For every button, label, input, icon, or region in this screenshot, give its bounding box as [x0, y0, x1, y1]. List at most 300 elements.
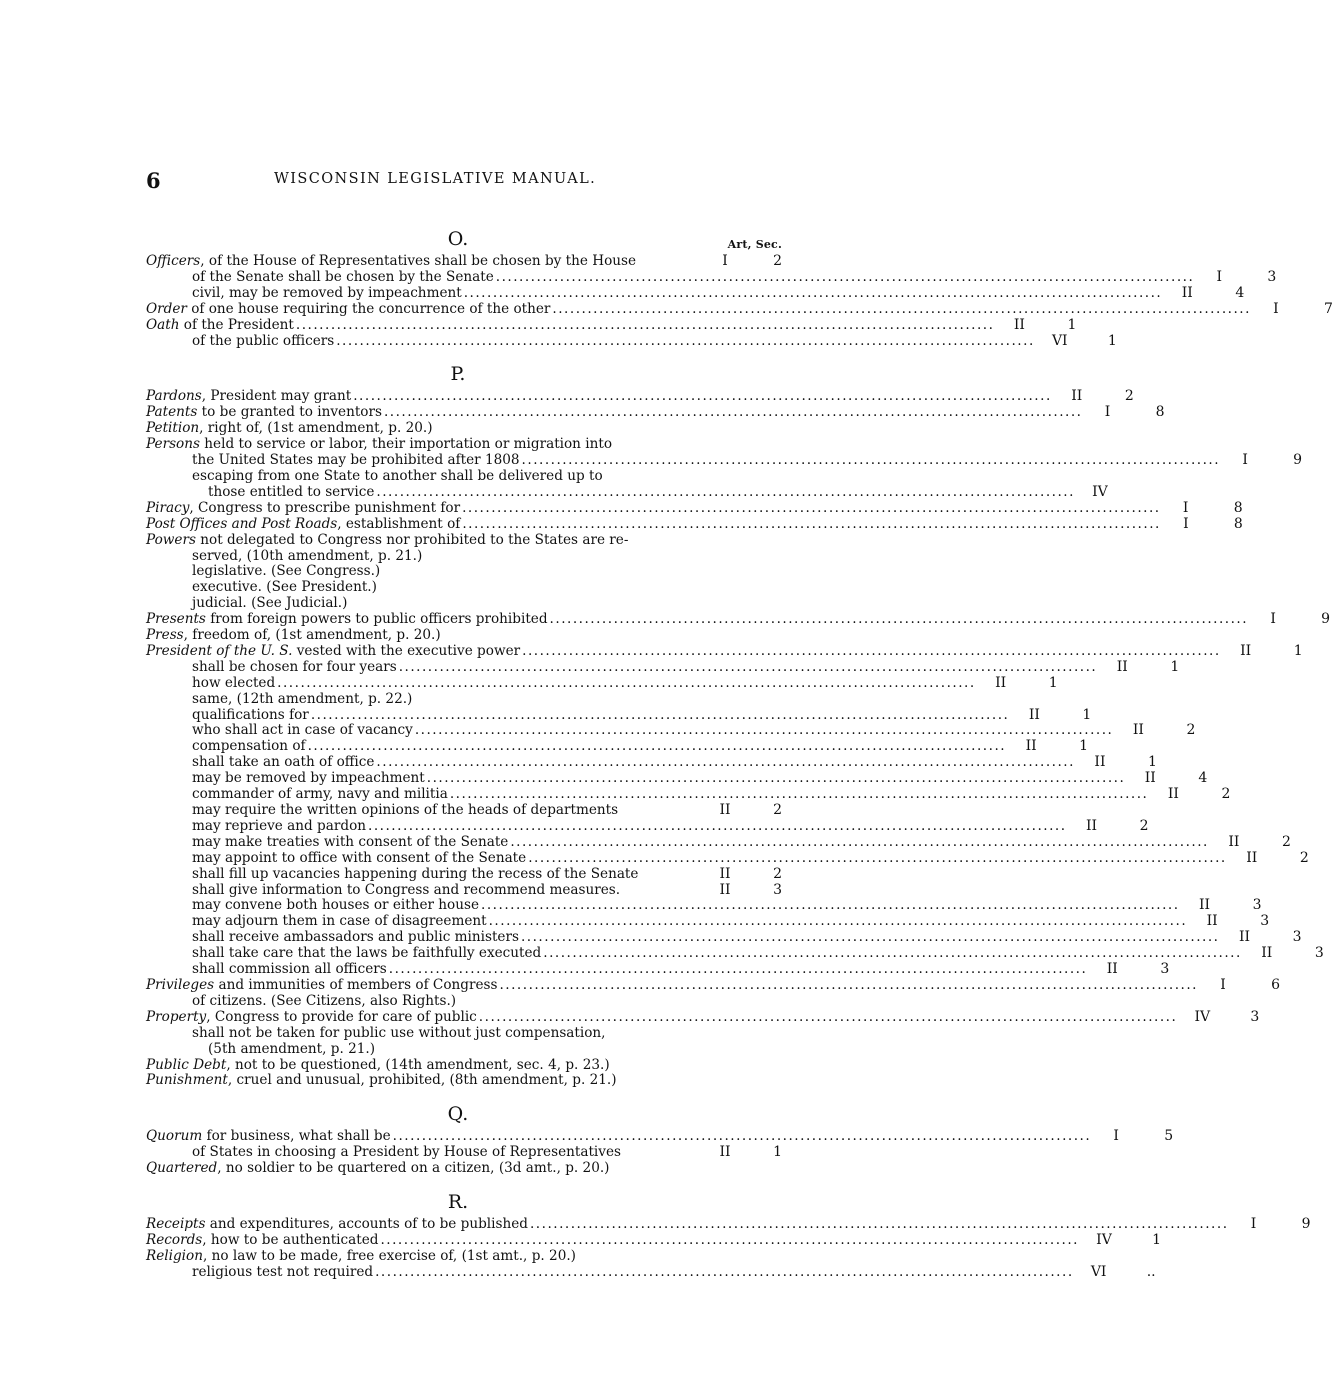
entry-text	[192, 692, 702, 708]
entry-description: escaping from one State to another shall be delivered up to	[192, 467, 603, 484]
dot-leader: ........................................................................................................................	[522, 642, 1221, 659]
section-heading-row	[146, 1103, 786, 1129]
entry-description: compensation of	[192, 738, 306, 755]
index-entry	[146, 316, 1077, 334]
section-letter: R.	[447, 1191, 469, 1214]
entry-keyword: Piracy	[146, 499, 190, 516]
dot-leader: ........................................................................................................................	[462, 515, 1161, 532]
section-ref: 3	[1267, 268, 1277, 285]
entry-text	[192, 1026, 702, 1042]
entry-description: same, (12th amendment, p. 22.)	[192, 690, 413, 707]
index-entry	[146, 786, 1231, 803]
index-entry	[146, 1058, 786, 1074]
entry-keyword: Religion	[146, 1247, 203, 1264]
section-ref: 1	[1152, 1231, 1161, 1248]
article-ref: II	[719, 865, 731, 882]
entry-text	[146, 1010, 477, 1026]
section-ref: 1	[1048, 674, 1058, 691]
dot-leader: ........................................................................................................................	[368, 817, 1067, 834]
article-ref: II	[1028, 706, 1040, 723]
entry-keyword: Order	[146, 300, 187, 317]
entry-text	[146, 254, 702, 270]
dot-leader: ........................................................................................................................	[510, 833, 1209, 850]
index-entry	[146, 867, 786, 883]
entry-description: and immunities of members of Congress	[214, 976, 498, 993]
entry-text	[192, 660, 397, 676]
entry-description: legislative. (See Congress.)	[192, 563, 381, 580]
section-letter: O.	[447, 228, 469, 250]
entry-keyword: Oath	[146, 316, 180, 333]
entry-description: , how to be authenticated	[202, 1231, 379, 1248]
entry-description: and expenditures, accounts of to be published	[205, 1216, 528, 1233]
entry-text	[146, 1073, 702, 1089]
index-entry	[146, 754, 1157, 771]
article-ref: II	[1086, 817, 1098, 834]
article-ref: II	[1116, 658, 1128, 675]
entry-text	[146, 1249, 702, 1265]
index-entry	[146, 1216, 1311, 1233]
dot-leader: ........................................................................................................................	[488, 913, 1188, 930]
section-ref: 7	[1324, 300, 1333, 317]
entry-keyword: Punishment	[146, 1072, 228, 1089]
section-ref: 3	[1292, 929, 1302, 946]
section-ref: 8	[1155, 404, 1165, 421]
dot-leader: ........................................................................................................................	[495, 268, 1195, 285]
index-entry	[146, 1231, 1161, 1249]
article-ref: IV	[1096, 1231, 1112, 1248]
entry-text	[146, 978, 497, 994]
entry-keyword: Quartered	[146, 1160, 218, 1177]
article-ref: VI	[1090, 1263, 1107, 1280]
section-ref: 1	[1107, 332, 1117, 349]
dot-leader: ........................................................................................................................	[375, 1263, 1074, 1280]
section-ref: 2	[773, 802, 782, 818]
entry-description: those entitled to service	[208, 483, 375, 500]
entry-description: held to service or labor, their importation or migration into	[199, 436, 613, 453]
section-ref: 3	[1260, 913, 1270, 930]
section-ref: 2	[1221, 786, 1231, 803]
section-ref: 3	[1252, 897, 1262, 914]
index-entry	[146, 1161, 786, 1177]
entry-text	[208, 485, 374, 501]
entry-description: not delegated to Congress nor prohibited to the States are re-	[195, 531, 629, 548]
entry-text	[192, 723, 413, 739]
section-ref: 3	[1160, 961, 1170, 978]
article-ref: II	[1199, 897, 1211, 914]
dot-leader: ........................................................................................................................	[277, 674, 976, 691]
entry-keyword: Quorum	[146, 1128, 203, 1145]
entry-text	[192, 946, 541, 962]
index-entry	[146, 961, 1170, 978]
entry-text	[146, 612, 548, 628]
article-ref: II	[1238, 929, 1251, 946]
dot-leader: ........................................................................................................................	[388, 961, 1088, 978]
index-entry	[146, 564, 786, 580]
index-entry	[146, 913, 1270, 930]
article-ref: I	[1220, 976, 1226, 993]
entry-text	[192, 564, 702, 580]
dot-leader: ........................................................................................................................	[392, 1128, 1092, 1145]
dot-leader: ........................................................................................................................	[449, 786, 1149, 803]
section-ref: 2	[1281, 833, 1291, 850]
entry-text	[192, 469, 702, 485]
entry-description: qualifications for	[192, 706, 309, 723]
section-letter: P.	[450, 363, 466, 386]
article-ref: I	[1183, 515, 1189, 532]
index-entry	[146, 254, 786, 270]
article-ref: II	[1025, 738, 1037, 755]
entry-description: of the Senate shall be chosen by the Senate	[192, 268, 494, 285]
dot-leader: ........................................................................................................................	[414, 722, 1114, 739]
entry-description: to be granted to inventors	[197, 404, 382, 421]
index-entry	[146, 883, 786, 899]
entry-description: for business, what shall be	[202, 1128, 391, 1145]
entry-keyword: Petition	[146, 420, 200, 437]
entry-text	[192, 453, 520, 469]
entry-keyword: Public Debt	[146, 1056, 227, 1073]
entry-description: (5th amendment, p. 21.)	[208, 1040, 376, 1057]
entry-description: shall receive ambassadors and public ministers	[192, 929, 519, 946]
entry-keyword: Privileges	[146, 976, 215, 993]
article-ref: II	[1013, 316, 1025, 333]
entry-keyword: Receipts	[146, 1216, 206, 1233]
index-entry	[146, 421, 786, 437]
entry-keyword: Presents	[146, 611, 206, 628]
entry-description: the United States may be prohibited after 1808	[192, 452, 520, 469]
dot-leader: ........................................................................................................................	[307, 738, 1007, 755]
article-ref: IV	[1092, 483, 1108, 500]
entry-description: , not to be questioned, (14th amendment, sec. 4, p. 23.)	[226, 1056, 610, 1073]
index-entry	[146, 483, 1108, 501]
section-ref: 3	[1314, 945, 1324, 962]
index-entry	[146, 332, 1117, 350]
dot-leader: ........................................................................................................................	[383, 404, 1083, 421]
index-entry	[146, 833, 1291, 851]
entry-keyword: Press	[146, 627, 184, 644]
dot-leader: ........................................................................................................................	[376, 754, 1075, 771]
dot-leader: ........................................................................................................................	[529, 1216, 1229, 1233]
entry-keyword: President of the U. S.	[146, 642, 293, 659]
entry-text	[146, 1129, 391, 1145]
dot-leader: ........................................................................................................................	[478, 1008, 1178, 1025]
entry-description: of citizens. (See Citizens, also Rights.)	[192, 992, 457, 1009]
entry-text	[192, 787, 448, 803]
entry-description: , establishment of	[337, 515, 461, 532]
index-entry	[146, 1026, 786, 1042]
index-entry	[146, 1073, 786, 1089]
index-entry	[146, 658, 1180, 676]
article-ref: I	[1273, 300, 1279, 317]
entry-text	[146, 318, 294, 334]
section-ref: 4	[1235, 284, 1245, 301]
entry-text	[146, 421, 702, 437]
index-entry	[146, 706, 1092, 724]
entry-description: served, (10th amendment, p. 21.)	[192, 547, 423, 564]
article-ref: I	[722, 253, 728, 269]
entry-text	[192, 286, 462, 302]
entry-description: , President may grant	[201, 388, 352, 405]
entry-text	[146, 644, 520, 660]
dot-leader: ........................................................................................................................	[552, 300, 1251, 317]
entry-text	[192, 994, 702, 1010]
article-ref: II	[1167, 786, 1179, 803]
article-ref: II	[719, 881, 731, 898]
dot-leader: ........................................................................................................................	[426, 770, 1126, 787]
index-entry	[146, 469, 786, 485]
dot-leader: ........................................................................................................................	[310, 706, 1010, 723]
article-ref: I	[1250, 1216, 1257, 1233]
entry-text	[192, 898, 479, 914]
dot-leader: ........................................................................................................................	[521, 452, 1221, 469]
entry-description: shall be chosen for four years	[192, 658, 397, 675]
entry-description: , Congress to provide for care of public	[206, 1008, 477, 1025]
entry-keyword: Property	[146, 1008, 207, 1025]
index-entry	[146, 994, 786, 1010]
index-entry	[146, 549, 786, 565]
entry-text	[192, 755, 374, 771]
dot-leader: ........................................................................................................................	[398, 658, 1098, 675]
entry-description: , freedom of, (1st amendment, p. 20.)	[183, 627, 441, 644]
entry-description: shall take care that the laws be faithfully executed	[192, 945, 542, 962]
entry-description: shall fill up vacancies happening during the recess of the Senate	[192, 865, 639, 882]
index-entry	[146, 596, 786, 612]
entry-description: of the President	[179, 316, 294, 333]
article-ref: II	[1071, 388, 1083, 405]
section-heading-row	[146, 363, 786, 389]
entry-text	[192, 580, 702, 596]
index-entry	[146, 945, 1324, 962]
index-entry	[146, 611, 1331, 628]
index-entry	[146, 897, 1262, 914]
entry-description: , no law to be made, free exercise of, (1st amt., p. 20.)	[202, 1247, 576, 1264]
section-heading-row	[146, 1191, 786, 1217]
article-ref: II	[1094, 754, 1106, 771]
dot-leader: ........................................................................................................................	[463, 284, 1163, 301]
article-ref: II	[719, 1144, 731, 1161]
index-entry	[146, 674, 1058, 692]
entry-keyword: Records	[146, 1231, 203, 1248]
entry-description: religious test not required	[192, 1263, 374, 1280]
entry-description: of one house requiring the concurrence of the other	[186, 300, 551, 317]
index-entry	[146, 515, 1243, 533]
entry-description: civil, may be removed by impeachment	[192, 284, 462, 301]
index-entry	[146, 388, 1134, 405]
index-entry	[146, 692, 786, 708]
entry-text	[146, 1233, 378, 1249]
entry-description: , of the House of Representatives shall be chosen by the House	[200, 253, 637, 269]
entry-text	[192, 708, 309, 724]
entry-description: , Congress to prescribe punishment for	[189, 499, 461, 516]
entry-description: vested with the executive power	[292, 642, 521, 659]
section-ref: 1	[1067, 316, 1077, 333]
dot-leader: ........................................................................................................................	[295, 316, 995, 333]
article-ref: VI	[1051, 332, 1068, 349]
entry-text	[146, 628, 702, 644]
index-entry	[146, 1128, 1174, 1145]
index-entry	[146, 268, 1277, 286]
index-entry	[146, 533, 786, 549]
section-ref: 1	[1170, 658, 1180, 675]
entry-description: how elected	[192, 674, 276, 691]
page-number: 6	[146, 168, 161, 193]
dot-leader: ........................................................................................................................	[481, 897, 1180, 914]
section-ref: ..	[1146, 1263, 1156, 1280]
index-section	[146, 1103, 1174, 1177]
article-ref: II	[995, 674, 1007, 691]
index-entry	[146, 642, 1303, 660]
index-section	[146, 363, 1331, 1089]
index-content	[146, 228, 1333, 1281]
entry-text	[192, 739, 306, 755]
index-entry	[146, 1249, 786, 1265]
index-entry	[146, 404, 1165, 421]
entry-text	[192, 1145, 702, 1161]
article-ref: II	[1106, 961, 1118, 978]
entry-keyword: Pardons	[146, 388, 202, 405]
entry-description: , no soldier to be quartered on a citizen, (3d amt., p. 20.)	[217, 1160, 610, 1177]
section-ref: 2	[773, 253, 782, 269]
section-ref: 9	[1301, 1216, 1311, 1233]
entry-text	[192, 270, 494, 286]
index-section	[146, 228, 1333, 349]
section-ref: 2	[773, 865, 782, 882]
index-entry	[146, 628, 786, 644]
entry-description: may reprieve and pardon	[192, 817, 367, 834]
page-header	[146, 168, 796, 194]
entry-text	[146, 1161, 702, 1177]
article-ref: II	[1144, 770, 1156, 787]
section-ref: 3	[773, 881, 782, 898]
article-ref: II	[1228, 833, 1240, 850]
entry-text	[192, 549, 702, 565]
dot-leader: ........................................................................................................................	[336, 332, 1035, 349]
entry-text	[192, 1265, 373, 1281]
section-heading-row	[146, 228, 786, 254]
section-ref: 2	[1124, 388, 1134, 405]
section-letter: Q.	[447, 1103, 469, 1126]
index-entry	[146, 849, 1309, 867]
article-ref: II	[719, 802, 731, 818]
entry-text	[192, 835, 508, 851]
entry-text	[192, 851, 526, 867]
section-ref: 8	[1233, 499, 1243, 516]
section-ref: 1	[1082, 706, 1092, 723]
entry-text	[192, 803, 702, 819]
entry-description: may be removed by impeachment	[192, 770, 425, 787]
dot-leader: ........................................................................................................................	[376, 483, 1075, 500]
article-ref: I	[1216, 268, 1223, 285]
entry-description: , cruel and unusual, prohibited, (8th amendment, p. 21.)	[227, 1072, 617, 1089]
article-ref: I	[1182, 499, 1189, 516]
entry-text	[192, 676, 275, 692]
index-entry	[146, 437, 786, 453]
index-entry	[146, 300, 1333, 318]
entry-text	[146, 1058, 702, 1074]
entry-text	[146, 302, 550, 318]
section-ref: 1	[1079, 738, 1089, 755]
index-entry	[146, 738, 1089, 755]
entry-text	[192, 883, 702, 899]
section-ref: 1	[1148, 754, 1157, 771]
index-entry	[146, 499, 1243, 517]
index-entry	[146, 722, 1196, 739]
entry-description: of the public officers	[192, 332, 335, 349]
entry-description: of States in choosing a President by House of Representatives	[192, 1144, 621, 1161]
entry-description: may appoint to office with consent of the Senate	[192, 849, 527, 866]
article-ref: I	[1104, 404, 1111, 421]
entry-description: shall commission all officers	[192, 961, 387, 978]
index-section	[146, 1191, 1311, 1281]
section-ref: 1	[773, 1144, 782, 1161]
entry-text	[192, 596, 702, 612]
entry-description: may adjourn them in case of disagreement	[192, 913, 487, 930]
entry-text	[192, 930, 519, 946]
entry-text	[146, 437, 702, 453]
article-ref: IV	[1194, 1008, 1211, 1025]
entry-text	[146, 389, 351, 405]
section-ref: 2	[1139, 817, 1149, 834]
section-ref: 2	[1186, 722, 1196, 739]
entry-description: judicial. (See Judicial.)	[192, 595, 348, 612]
entry-description: may make treaties with consent of the Senate	[192, 833, 509, 850]
entry-description: from foreign powers to public officers prohibited	[205, 611, 548, 628]
index-entry	[146, 976, 1280, 994]
section-ref: 4	[1198, 770, 1208, 787]
section-ref: 3	[1250, 1008, 1260, 1025]
entry-keyword: Persons	[146, 436, 200, 453]
entry-text	[146, 517, 460, 533]
sec-column-header: Sec.	[755, 238, 782, 251]
entry-text	[192, 819, 366, 835]
index-entry	[146, 770, 1208, 787]
section-ref: 8	[1233, 515, 1243, 532]
entry-description: executive. (See President.)	[192, 579, 377, 596]
section-ref: 9	[1293, 452, 1303, 469]
entry-text	[146, 405, 382, 421]
entry-text	[192, 962, 387, 978]
entry-text	[192, 334, 334, 350]
entry-description: shall not be taken for public use without just compensation,	[192, 1024, 606, 1041]
entry-description: commander of army, navy and militia	[192, 786, 448, 803]
dot-leader: ........................................................................................................................	[462, 499, 1161, 516]
entry-description: may convene both houses or either house	[192, 897, 480, 914]
entry-description: may require the written opinions of the heads of departments	[192, 802, 619, 818]
section-ref: 6	[1271, 976, 1280, 993]
index-entry	[146, 1145, 786, 1161]
entry-keyword: Post Offices and Post Roads	[146, 515, 338, 532]
index-entry	[146, 580, 786, 596]
section-ref: 9	[1321, 611, 1331, 628]
index-entry	[146, 929, 1302, 946]
entry-text	[192, 771, 425, 787]
index-entry	[146, 1042, 786, 1058]
dot-leader: ........................................................................................................................	[499, 976, 1198, 993]
entry-text	[192, 914, 487, 930]
article-ref: I	[1242, 452, 1248, 469]
section-ref: 1	[1293, 642, 1303, 659]
entry-description: , right of, (1st amendment, p. 20.)	[199, 420, 433, 437]
entry-description: shall give information to Congress and recommend measures.	[192, 881, 621, 898]
section-ref: 5	[1164, 1128, 1174, 1145]
dot-leader: ........................................................................................................................	[549, 611, 1249, 628]
running-title: WISCONSIN LEGISLATIVE MANUAL.	[274, 171, 597, 187]
entry-keyword: Powers	[146, 531, 196, 548]
entry-text	[208, 1042, 702, 1058]
dot-leader: ........................................................................................................................	[528, 849, 1227, 866]
article-ref: II	[1261, 945, 1273, 962]
art-column-header: Art,	[727, 238, 752, 251]
section-ref: 2	[1299, 849, 1309, 866]
